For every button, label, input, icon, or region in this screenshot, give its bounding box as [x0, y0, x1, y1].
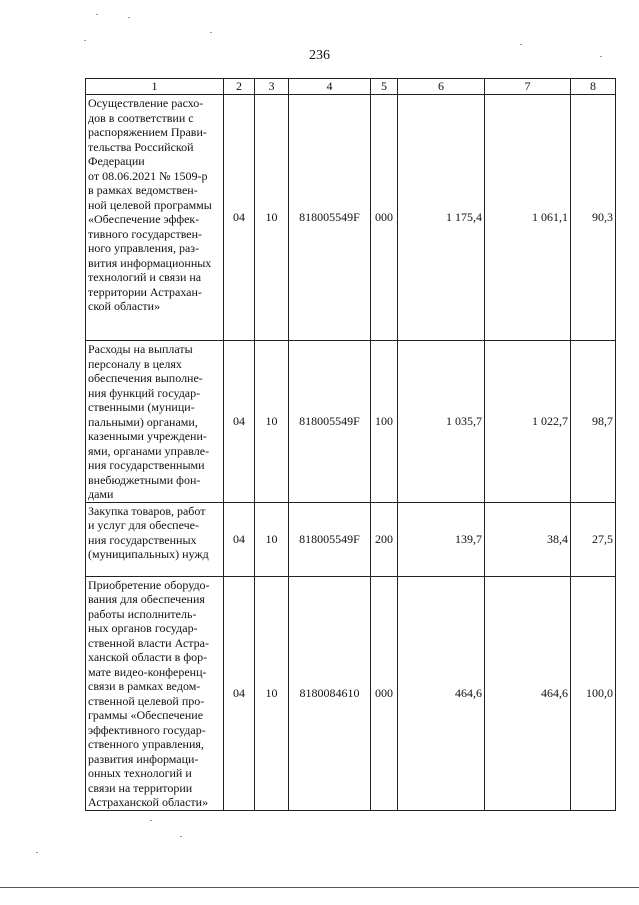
section-code-cell: 04 [224, 341, 255, 503]
budget-table [85, 78, 616, 811]
scan-speck [84, 40, 86, 41]
page-edge-line [0, 887, 639, 888]
column-header: 1 [86, 79, 224, 95]
table-row [86, 502, 616, 576]
column-header: 6 [398, 79, 485, 95]
subsection-code-cell: 10 [255, 576, 289, 810]
section-code-cell: 04 [224, 502, 255, 576]
expense-type-cell: 000 [371, 576, 398, 810]
section-code-cell: 04 [224, 95, 255, 341]
expense-type-cell: 100 [371, 341, 398, 503]
expense-name-cell: Расходы на выплаты персоналу в целях обеспечения выполне- ния функций государ- ственными (муници- пальными) органами, казенными учреждени- ями, органами управле- ния государственными внебюджетными фон- дами [86, 341, 224, 503]
table-header-row [86, 79, 616, 95]
planned-amount-cell: 1 035,7 [398, 341, 485, 503]
subsection-code-cell: 10 [255, 341, 289, 503]
expense-name-cell: Закупка товаров, работ и услуг для обеспече- ния государственных (муниципальных) нужд [86, 502, 224, 576]
percent-cell: 100,0 [571, 576, 616, 810]
planned-amount-cell: 464,6 [398, 576, 485, 810]
expense-name-cell: Приобретение оборудо- вания для обеспечения работы исполнитель- ных органов государ- ственной власти Астра- ханской области в фор- мате видео-конференц- связи в рамках ведом- ственной целевой про- граммы «Обеспечение эффективного государ- ственного управления, развития информаци- онных технологий и связи на территории Астраханской области» [86, 576, 224, 810]
column-header: 8 [571, 79, 616, 95]
scan-speck [128, 17, 130, 18]
column-header: 7 [485, 79, 571, 95]
column-header: 3 [255, 79, 289, 95]
section-code-cell: 04 [224, 576, 255, 810]
scan-speck [600, 56, 602, 57]
target-article-cell: 8180084610 [289, 576, 371, 810]
expense-type-cell: 200 [371, 502, 398, 576]
table-row [86, 576, 616, 810]
scan-speck [150, 820, 152, 821]
executed-amount-cell: 464,6 [485, 576, 571, 810]
percent-cell: 27,5 [571, 502, 616, 576]
planned-amount-cell: 1 175,4 [398, 95, 485, 341]
scan-speck [210, 32, 212, 33]
table-row [86, 341, 616, 503]
target-article-cell: 818005549F [289, 341, 371, 503]
scan-speck [96, 14, 98, 15]
percent-cell: 98,7 [571, 341, 616, 503]
table-row [86, 95, 616, 341]
percent-cell: 90,3 [571, 95, 616, 341]
executed-amount-cell: 1 022,7 [485, 341, 571, 503]
executed-amount-cell: 1 061,1 [485, 95, 571, 341]
column-header: 5 [371, 79, 398, 95]
scan-speck [520, 44, 522, 45]
scan-speck [180, 836, 182, 837]
target-article-cell: 818005549F [289, 502, 371, 576]
planned-amount-cell: 139,7 [398, 502, 485, 576]
scan-speck [36, 852, 38, 853]
subsection-code-cell: 10 [255, 95, 289, 341]
column-header: 2 [224, 79, 255, 95]
expense-name-cell: Осуществление расхо- дов в соответствии с распоряжением Прави- тельства Российской Федерации от 08.06.2021 № 1509-р в рамках ведомствен- ной целевой программы «Обеспечение эффек- тивного государствен- ного управления, раз- вития информационных технологий и связи на территории Астрахан- ской области» [86, 95, 224, 341]
target-article-cell: 818005549F [289, 95, 371, 341]
executed-amount-cell: 38,4 [485, 502, 571, 576]
column-header: 4 [289, 79, 371, 95]
page-number: 236 [309, 48, 330, 63]
expense-type-cell: 000 [371, 95, 398, 341]
subsection-code-cell: 10 [255, 502, 289, 576]
